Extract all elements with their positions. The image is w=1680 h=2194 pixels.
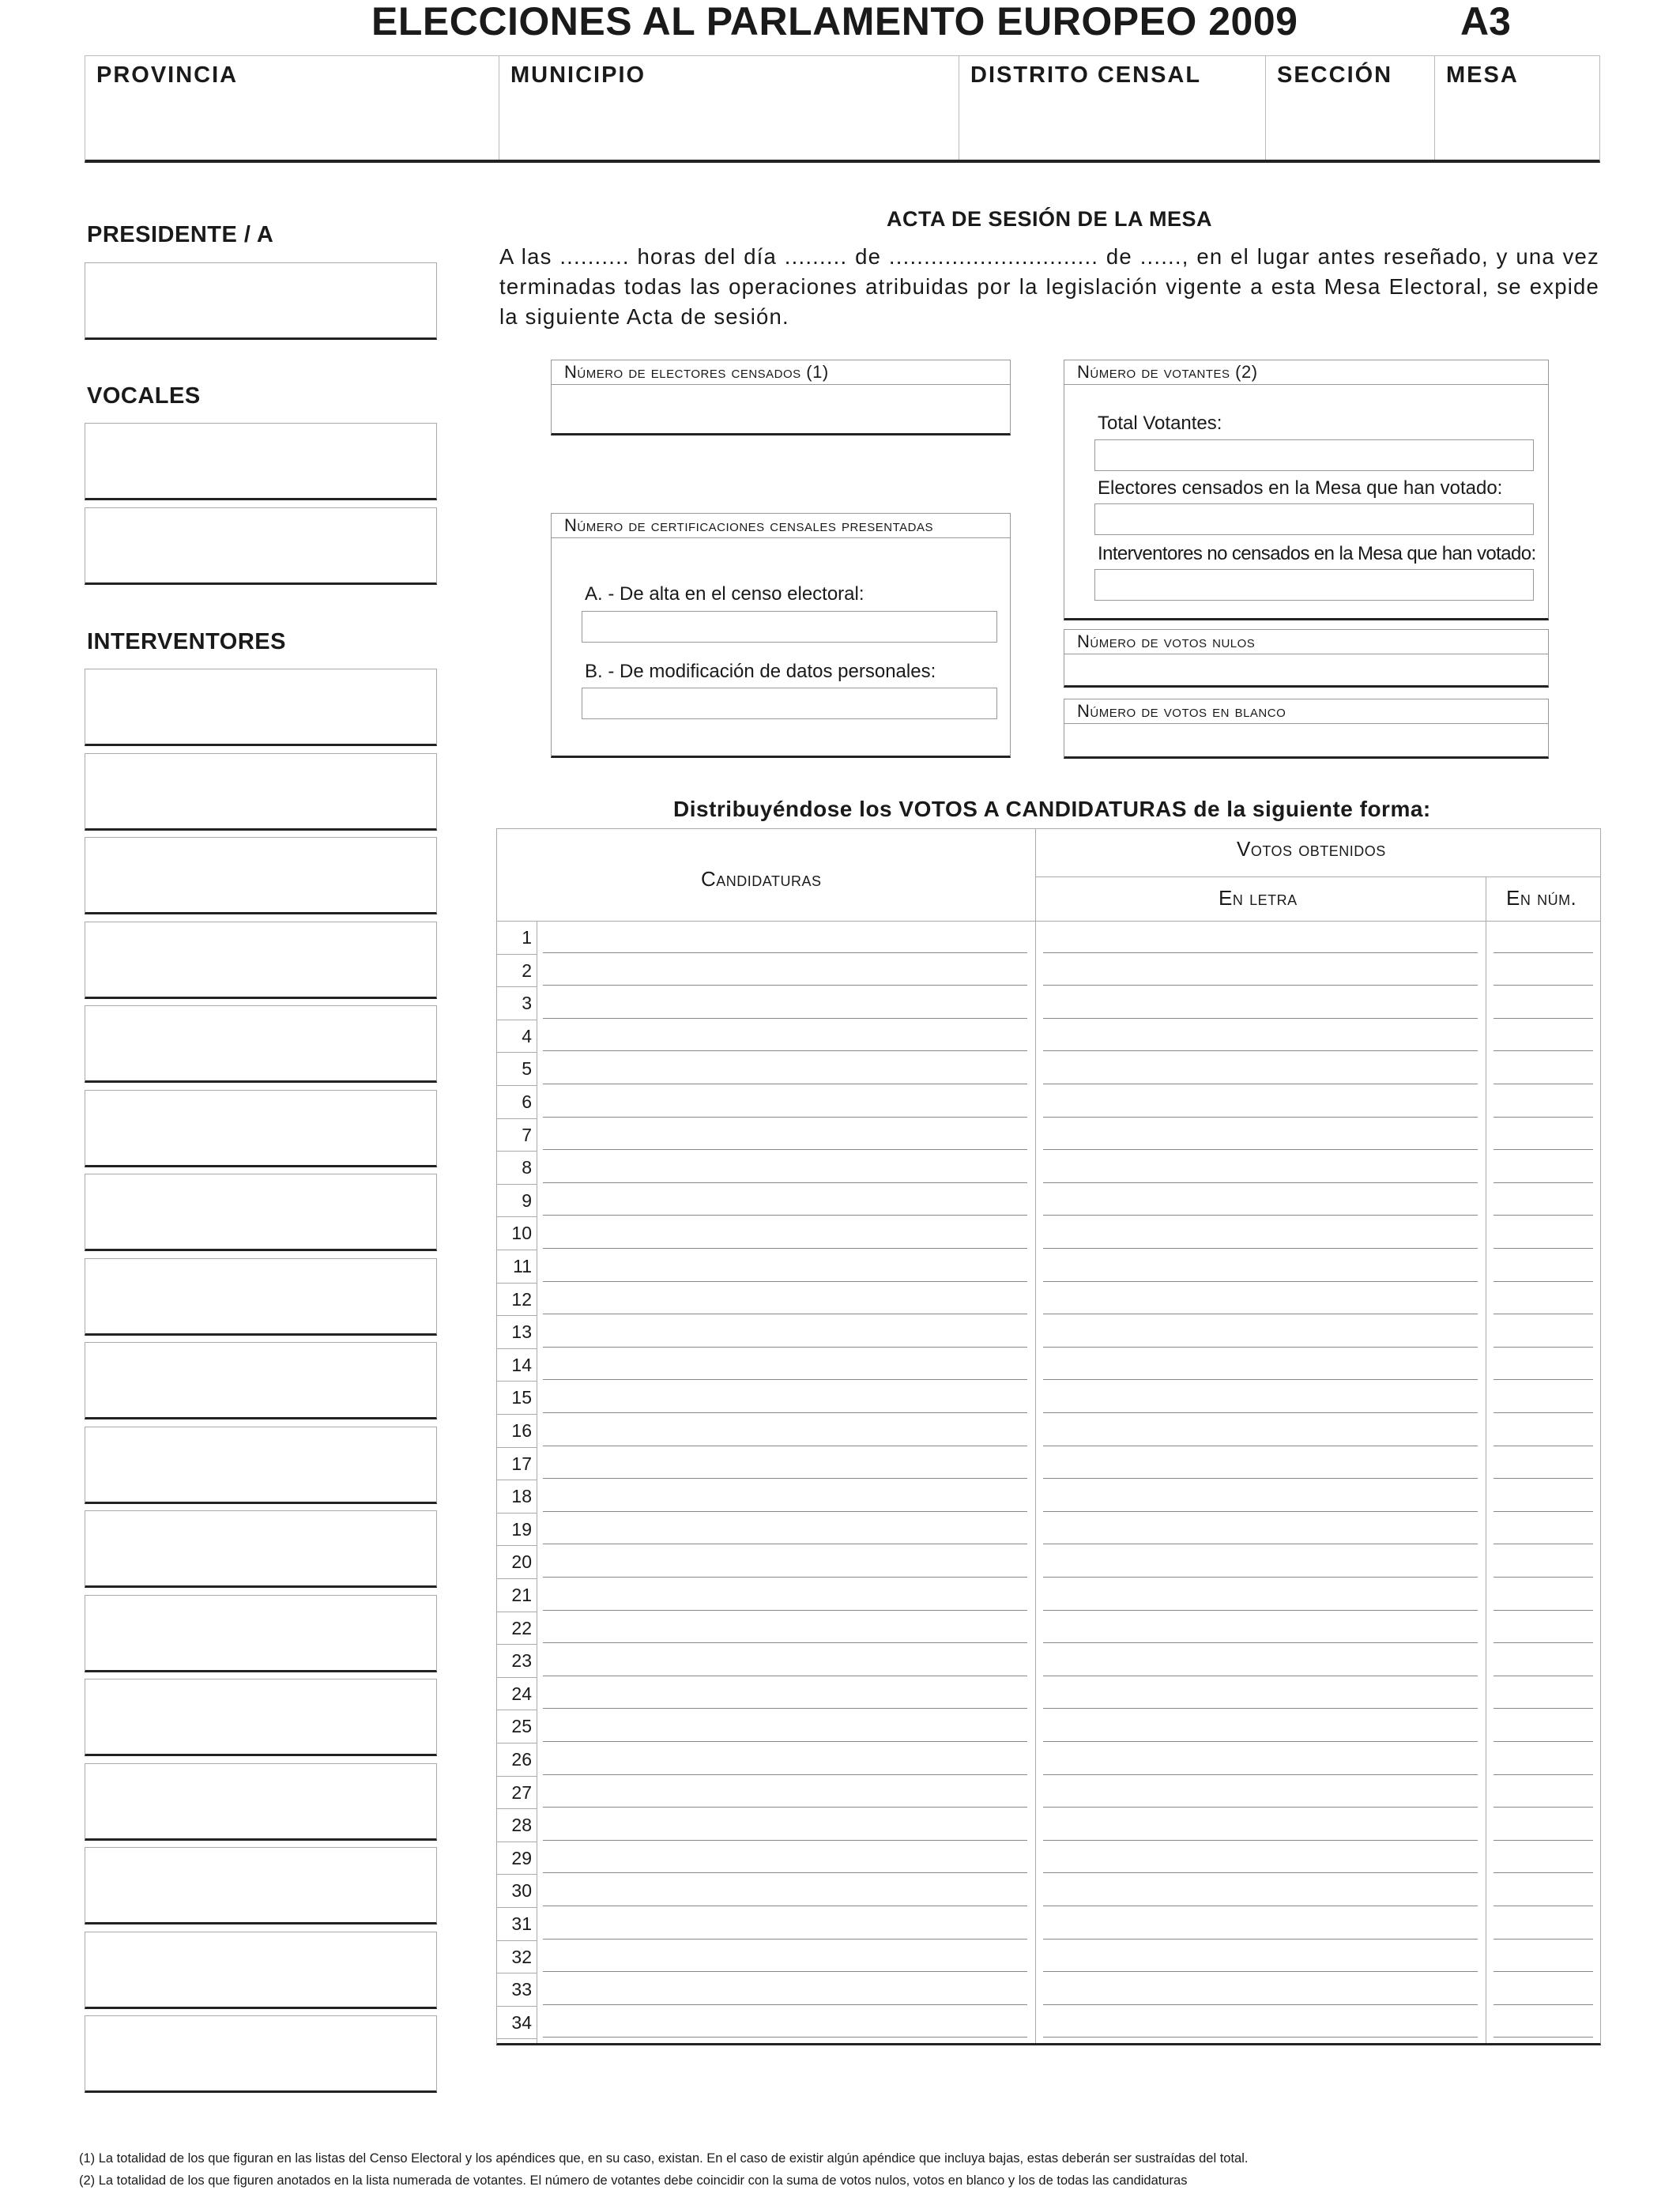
- municipio-field[interactable]: [499, 56, 959, 160]
- row-number: 7: [522, 1124, 532, 1145]
- candidatura-line[interactable]: [543, 1248, 1027, 1249]
- votos-num-line[interactable]: [1494, 1248, 1593, 1249]
- votos-num-line[interactable]: [1494, 1018, 1593, 1019]
- acta-text: A las .......... horas del día ......... de .............................. de ......, en el lugar antes reseñado, y una vez terminadas todas las operaciones atribuidas por la legislación vigente a esta Mesa Electoral, se expide la siguiente Acta de sesión.: [499, 244, 1599, 329]
- candidatura-line[interactable]: [543, 2037, 1027, 2038]
- row-number: 8: [522, 1157, 532, 1178]
- row-number: 31: [511, 1913, 532, 1934]
- votos-letra-line[interactable]: [1043, 1215, 1478, 1216]
- votos-letra-line[interactable]: [1043, 985, 1478, 986]
- interventores-votado-input[interactable]: [1094, 569, 1534, 601]
- votos-nulos-box[interactable]: [1064, 629, 1549, 688]
- result-row: [497, 1874, 1600, 1907]
- col-candidaturas: Candidaturas: [701, 867, 822, 891]
- row-number: 34: [511, 2011, 532, 2033]
- electores-votado-label: Electores censados en la Mesa que han votado:: [1098, 477, 1503, 499]
- result-row: [497, 1381, 1600, 1414]
- result-row: [497, 954, 1600, 987]
- location-header-table: [85, 55, 1600, 163]
- votos-letra-line[interactable]: [1043, 1840, 1478, 1841]
- total-votantes-input[interactable]: [1094, 439, 1534, 471]
- provincia-field[interactable]: [85, 56, 499, 160]
- interventor-signature-box[interactable]: [85, 1174, 437, 1251]
- votos-num-line[interactable]: [1494, 952, 1593, 953]
- candidatura-line[interactable]: [543, 1215, 1027, 1216]
- candidatura-line[interactable]: [543, 1577, 1027, 1578]
- vocal-signature-box[interactable]: [85, 507, 437, 585]
- votos-num-line[interactable]: [1494, 1511, 1593, 1512]
- result-row: [497, 1085, 1600, 1118]
- result-row: [497, 1151, 1600, 1184]
- alta-label: A. - De alta en el censo electoral:: [585, 583, 864, 605]
- result-row: [497, 1216, 1600, 1250]
- candidatura-line[interactable]: [543, 1478, 1027, 1479]
- votos-letra-line[interactable]: [1043, 1281, 1478, 1282]
- col-en-letra: En letra: [1219, 886, 1298, 910]
- electores-votado-input[interactable]: [1094, 503, 1534, 535]
- interventor-signature-box[interactable]: [85, 1342, 437, 1419]
- result-row: [497, 1118, 1600, 1152]
- candidatura-line[interactable]: [543, 1379, 1027, 1380]
- interventor-signature-box[interactable]: [85, 837, 437, 914]
- votos-num-line[interactable]: [1494, 1149, 1593, 1150]
- votos-letra-line[interactable]: [1043, 1347, 1478, 1348]
- form-code: A3: [1460, 0, 1511, 43]
- result-row: [497, 1578, 1600, 1612]
- candidatura-line[interactable]: [543, 1872, 1027, 1873]
- candidatura-line[interactable]: [543, 1149, 1027, 1150]
- row-number: 16: [511, 1420, 532, 1441]
- candidatura-line[interactable]: [543, 1050, 1027, 1051]
- result-row: [497, 1283, 1600, 1316]
- result-row: [497, 986, 1600, 1020]
- interventores-votado-label: Interventores no censados en la Mesa que han votado:: [1098, 543, 1536, 564]
- result-row: [497, 1677, 1600, 1710]
- interventor-signature-box[interactable]: [85, 1427, 437, 1504]
- result-row: [497, 1184, 1600, 1217]
- interventor-signature-box[interactable]: [85, 1847, 437, 1924]
- row-number: 18: [511, 1486, 532, 1507]
- votos-num-line[interactable]: [1494, 1281, 1593, 1282]
- municipio-label: MUNICIPIO: [510, 62, 646, 88]
- row-number: 27: [511, 1781, 532, 1803]
- row-number: 20: [511, 1551, 532, 1573]
- votos-letra-line[interactable]: [1043, 1117, 1478, 1118]
- result-row: [497, 1907, 1600, 1940]
- votos-num-line[interactable]: [1494, 1182, 1593, 1183]
- votos-num-line[interactable]: [1494, 1610, 1593, 1611]
- votos-letra-line[interactable]: [1043, 2004, 1478, 2005]
- footnote-2: (2) La totalidad de los que figuren anotados en la lista numerada de votantes. El número de votantes debe coincidir con la suma de votos nulos, votos en blanco y los de todas las candidaturas: [79, 2173, 1188, 2188]
- row-number: 21: [511, 1585, 532, 1605]
- presidente-signature-box[interactable]: [85, 262, 437, 340]
- results-title: Distribuyéndose los VOTOS A CANDIDATURAS de la siguiente forma:: [673, 797, 1431, 821]
- votos-blanco-box[interactable]: [1064, 699, 1549, 759]
- interventor-signature-box[interactable]: [85, 2015, 437, 2093]
- votos-letra-line[interactable]: [1043, 1379, 1478, 1380]
- row-number: 23: [511, 1650, 532, 1672]
- modificacion-label: B. - De modificación de datos personales:: [585, 661, 936, 682]
- candidatura-line[interactable]: [543, 1511, 1027, 1512]
- row-number: 28: [511, 1815, 532, 1836]
- interventores-label: INTERVENTORES: [87, 629, 286, 654]
- result-row: [497, 1644, 1600, 1677]
- votos-letra-line[interactable]: [1043, 1248, 1478, 1249]
- col-en-num: En núm.: [1506, 886, 1577, 910]
- candidatura-line[interactable]: [543, 1117, 1027, 1118]
- candidatura-line[interactable]: [543, 1642, 1027, 1643]
- candidatura-line[interactable]: [543, 1741, 1027, 1742]
- total-votantes-label: Total Votantes:: [1098, 413, 1222, 434]
- acta-title: ACTA DE SESIÓN DE LA MESA: [887, 207, 1213, 231]
- interventor-signature-box[interactable]: [85, 669, 437, 746]
- result-row: [497, 1414, 1600, 1447]
- candidatura-line[interactable]: [543, 1018, 1027, 1019]
- votos-num-line[interactable]: [1494, 1642, 1593, 1643]
- row-number: 22: [511, 1617, 532, 1638]
- candidatura-line[interactable]: [543, 1412, 1027, 1413]
- result-row: [497, 1973, 1600, 2006]
- result-row: [497, 1250, 1600, 1283]
- votos-letra-line[interactable]: [1043, 1642, 1478, 1643]
- votos-num-line[interactable]: [1494, 1215, 1593, 1216]
- candidatura-line[interactable]: [543, 1182, 1027, 1183]
- result-row: [497, 1545, 1600, 1578]
- row-number: 10: [511, 1223, 532, 1244]
- header-divider: [1035, 876, 1600, 877]
- votos-num-line[interactable]: [1494, 1708, 1593, 1709]
- result-row: [497, 1710, 1600, 1743]
- interventor-signature-box[interactable]: [85, 922, 437, 999]
- certificaciones-title: Número de certificaciones censales presentadas: [552, 514, 1010, 538]
- votos-num-line[interactable]: [1494, 1412, 1593, 1413]
- row-number: 2: [522, 959, 532, 981]
- row-number: 25: [511, 1716, 532, 1737]
- votos-letra-line[interactable]: [1043, 1478, 1478, 1479]
- votos-letra-line[interactable]: [1043, 1741, 1478, 1742]
- interventor-signature-box[interactable]: [85, 1258, 437, 1336]
- votos-num-line[interactable]: [1494, 1050, 1593, 1051]
- votos-letra-line[interactable]: [1043, 1872, 1478, 1873]
- candidatura-line[interactable]: [543, 1971, 1027, 1972]
- candidatura-line[interactable]: [543, 1347, 1027, 1348]
- mesa-field[interactable]: [1434, 56, 1600, 160]
- seccion-field[interactable]: [1265, 56, 1434, 160]
- votos-letra-line[interactable]: [1043, 1182, 1478, 1183]
- row-separator: [497, 2038, 537, 2039]
- result-row: [497, 1315, 1600, 1348]
- result-row: [497, 1513, 1600, 1546]
- result-row: [497, 1776, 1600, 1809]
- row-number: 24: [511, 1683, 532, 1704]
- row-number: 5: [522, 1058, 532, 1080]
- interventor-signature-box[interactable]: [85, 1090, 437, 1167]
- row-number: 11: [513, 1256, 532, 1276]
- votos-num-line[interactable]: [1494, 1774, 1593, 1775]
- votos-letra-line[interactable]: [1043, 1018, 1478, 1019]
- result-row: [497, 1480, 1600, 1513]
- vocales-label: VOCALES: [87, 383, 201, 409]
- votos-letra-line[interactable]: [1043, 1971, 1478, 1972]
- interventor-signature-box[interactable]: [85, 1679, 437, 1756]
- votos-letra-line[interactable]: [1043, 1050, 1478, 1051]
- row-number: 9: [522, 1189, 532, 1211]
- row-number: 30: [511, 1880, 532, 1902]
- votos-num-line[interactable]: [1494, 1347, 1593, 1348]
- row-number: 6: [522, 1091, 532, 1112]
- alta-input[interactable]: [582, 611, 997, 643]
- votos-num-line[interactable]: [1494, 985, 1593, 986]
- votos-num-line[interactable]: [1494, 2004, 1593, 2005]
- votos-num-line[interactable]: [1494, 1807, 1593, 1808]
- row-number: 26: [511, 1749, 532, 1770]
- row-number: 3: [522, 993, 532, 1014]
- result-row: [497, 1808, 1600, 1842]
- votos-num-line[interactable]: [1494, 1872, 1593, 1873]
- votos-letra-line[interactable]: [1043, 1149, 1478, 1150]
- distrito-censal-label: DISTRITO CENSAL: [970, 62, 1202, 88]
- result-row: [497, 1842, 1600, 1875]
- certificaciones-box: [551, 513, 1011, 758]
- candidatura-line[interactable]: [543, 952, 1027, 953]
- mesa-label: MESA: [1446, 62, 1519, 88]
- votos-letra-line[interactable]: [1043, 952, 1478, 953]
- row-number: 15: [511, 1387, 532, 1408]
- footnote-1: (1) La totalidad de los que figuran en las listas del Censo Electoral y los apéndices que, en su caso, existan. En el caso de existir algún apéndice que incluya bajas, estas deberán ser sustraídas del total.: [79, 2151, 1249, 2166]
- row-number: 29: [511, 1847, 532, 1868]
- vocal-signature-box[interactable]: [85, 423, 437, 500]
- votos-letra-line[interactable]: [1043, 1807, 1478, 1808]
- votos-num-line[interactable]: [1494, 1379, 1593, 1380]
- votos-num-line[interactable]: [1494, 1939, 1593, 1940]
- results-table: [496, 828, 1601, 2045]
- candidatura-line[interactable]: [543, 1774, 1027, 1775]
- row-number: 19: [511, 1518, 532, 1540]
- result-row: [497, 1940, 1600, 1973]
- votos-letra-line[interactable]: [1043, 1708, 1478, 1709]
- electores-censados-title: Número de electores censados (1): [552, 360, 1010, 385]
- votos-letra-line[interactable]: [1043, 1511, 1478, 1512]
- votos-num-line[interactable]: [1494, 2037, 1593, 2038]
- votos-nulos-title: Número de votos nulos: [1064, 630, 1548, 654]
- col-votos-obtenidos: Votos obtenidos: [1237, 837, 1386, 861]
- distrito-censal-field[interactable]: [959, 56, 1265, 160]
- votos-letra-line[interactable]: [1043, 1412, 1478, 1413]
- votos-num-line[interactable]: [1494, 1478, 1593, 1479]
- electores-censados-box[interactable]: [551, 360, 1011, 435]
- row-number: 13: [511, 1321, 532, 1343]
- candidatura-line[interactable]: [543, 1807, 1027, 1808]
- modificacion-input[interactable]: [582, 688, 997, 719]
- interventor-signature-box[interactable]: [85, 1005, 437, 1083]
- interventor-signature-box[interactable]: [85, 753, 437, 831]
- candidatura-line[interactable]: [543, 1939, 1027, 1940]
- votos-blanco-title: Número de votos en blanco: [1064, 699, 1548, 724]
- row-number: 32: [511, 1946, 532, 1967]
- document-title: ELECCIONES AL PARLAMENTO EUROPEO 2009: [371, 0, 1298, 43]
- votos-num-line[interactable]: [1494, 1117, 1593, 1118]
- seccion-label: SECCIÓN: [1277, 62, 1393, 88]
- votos-num-line[interactable]: [1494, 1840, 1593, 1841]
- result-row: [497, 1348, 1600, 1382]
- candidatura-line[interactable]: [543, 1281, 1027, 1282]
- result-row: [497, 1447, 1600, 1480]
- result-row: [497, 921, 1600, 954]
- interventor-signature-box[interactable]: [85, 1763, 437, 1841]
- votos-letra-line[interactable]: [1043, 1610, 1478, 1611]
- candidatura-line[interactable]: [543, 1840, 1027, 1841]
- interventor-signature-box[interactable]: [85, 1595, 437, 1672]
- votos-letra-line[interactable]: [1043, 1577, 1478, 1578]
- interventor-signature-box[interactable]: [85, 1932, 437, 2009]
- candidatura-line[interactable]: [543, 2004, 1027, 2005]
- provincia-label: PROVINCIA: [96, 62, 239, 88]
- candidatura-line[interactable]: [543, 1708, 1027, 1709]
- result-row: [497, 1743, 1600, 1776]
- votos-letra-line[interactable]: [1043, 1774, 1478, 1775]
- candidatura-line[interactable]: [543, 1610, 1027, 1611]
- votantes-title: Número de votantes (2): [1064, 360, 1548, 385]
- result-row: [497, 1052, 1600, 1085]
- row-number: 14: [511, 1354, 532, 1375]
- result-row: [497, 1020, 1600, 1053]
- votantes-box: [1064, 360, 1549, 620]
- votos-letra-line[interactable]: [1043, 2037, 1478, 2038]
- row-number: 17: [511, 1453, 532, 1474]
- row-number: 1: [522, 927, 532, 948]
- row-number: 33: [511, 1979, 532, 2000]
- votos-letra-line[interactable]: [1043, 1939, 1478, 1940]
- votos-num-line[interactable]: [1494, 1971, 1593, 1972]
- votos-num-line[interactable]: [1494, 1741, 1593, 1742]
- candidatura-line[interactable]: [543, 985, 1027, 986]
- interventor-signature-box[interactable]: [85, 1510, 437, 1588]
- result-row: [497, 1612, 1600, 1645]
- presidente-label: PRESIDENTE / A: [87, 222, 274, 247]
- votos-num-line[interactable]: [1494, 1577, 1593, 1578]
- result-row: [497, 2006, 1600, 2039]
- row-number: 12: [511, 1288, 532, 1310]
- row-number: 4: [522, 1025, 532, 1046]
